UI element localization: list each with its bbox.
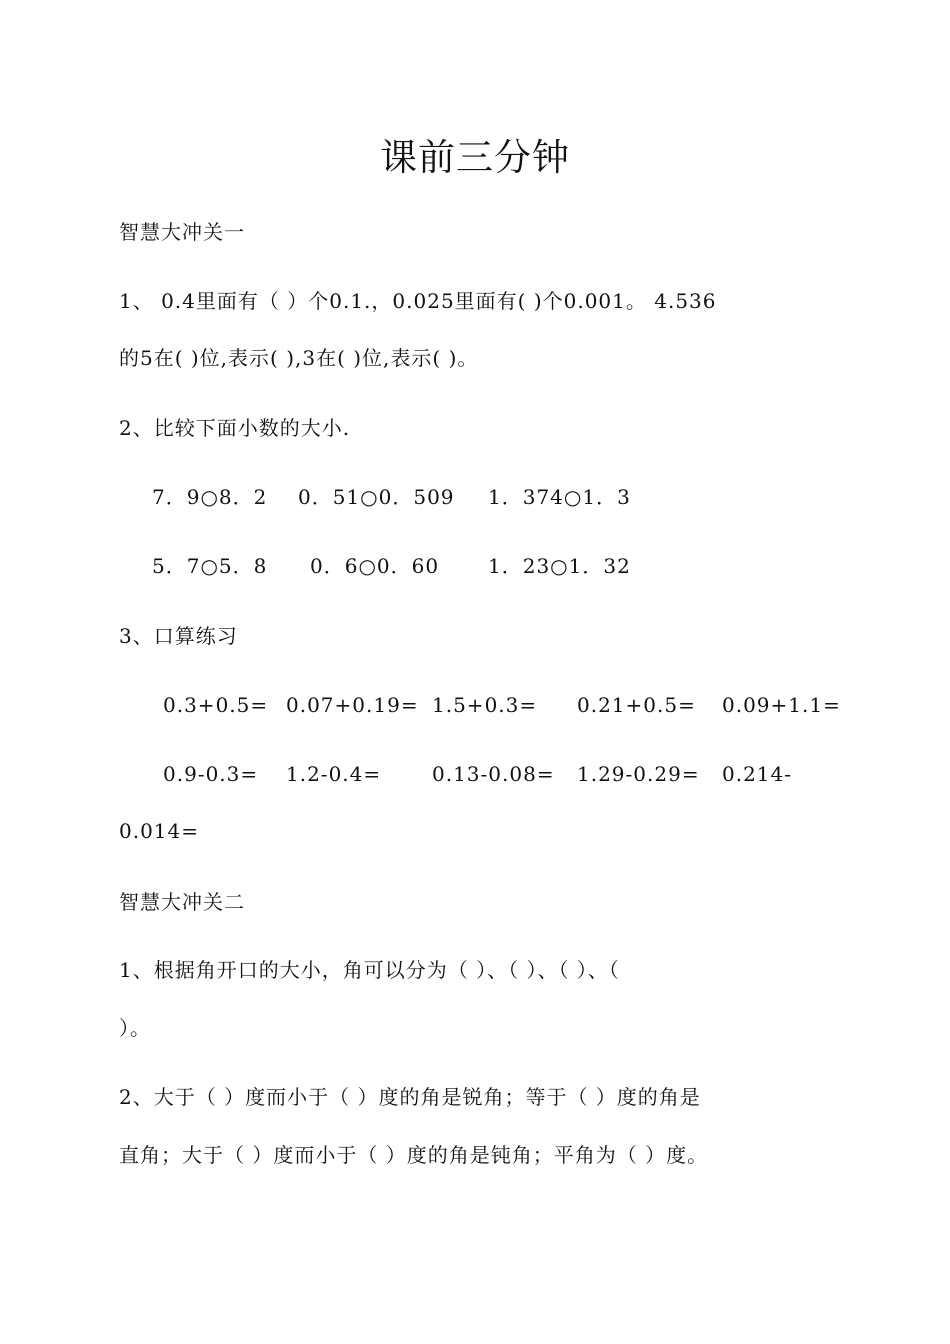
arithmetic-item: 0.13-0.08= [432, 762, 555, 786]
arithmetic-item: 0.07+0.19= [286, 693, 419, 717]
arithmetic-item: 0.21+0.5= [577, 693, 696, 717]
s1-question-1-line-1: 1、 0.4里面有（ ）个0.1.，0.025里面有( )个0.001。 4.536 [119, 289, 717, 313]
arithmetic-item: 0.214- [722, 762, 793, 786]
s1-question-1-line-2: 的5在( )位,表示( ),3在( )位,表示( )。 [119, 346, 479, 370]
s2-question-1-line-2: ）。 [119, 1016, 151, 1040]
section-2-heading: 智慧大冲关二 [119, 890, 245, 914]
arithmetic-item-continued: 0.014= [119, 819, 200, 843]
arithmetic-item: 0.09+1.1= [722, 693, 841, 717]
s1-question-2-heading: 2、比较下面小数的大小. [119, 416, 351, 440]
s1-question-3-heading: 3、口算练习 [119, 624, 238, 648]
arithmetic-item: 0.3+0.5= [163, 693, 269, 717]
arithmetic-item: 0.9-0.3= [163, 762, 259, 786]
compare-item: 0．51○0．509 [298, 485, 455, 509]
arithmetic-item: 1.2-0.4= [286, 762, 382, 786]
compare-item: 1．23○1．32 [488, 554, 631, 578]
page-title: 课前三分钟 [380, 136, 570, 179]
arithmetic-item: 1.5+0.3= [432, 693, 538, 717]
compare-item: 7．9○8．2 [152, 485, 268, 509]
compare-item: 0．6○0．60 [310, 554, 440, 578]
s2-question-2-line-1: 2、大于（ ）度而小于（ ）度的角是锐角；等于（ ）度的角是 [119, 1085, 701, 1109]
compare-item: 5．7○5．8 [152, 554, 268, 578]
compare-item: 1．374○1．3 [488, 485, 631, 509]
s2-question-1-line-1: 1、根据角开口的大小，角可以分为（ ）、（ ）、（ ）、（ [119, 958, 620, 982]
section-1-heading: 智慧大冲关一 [119, 220, 245, 244]
s2-question-2-line-2: 直角；大于（ ）度而小于（ ）度的角是钝角；平角为（ ）度。 [119, 1143, 709, 1167]
arithmetic-item: 1.29-0.29= [577, 762, 700, 786]
